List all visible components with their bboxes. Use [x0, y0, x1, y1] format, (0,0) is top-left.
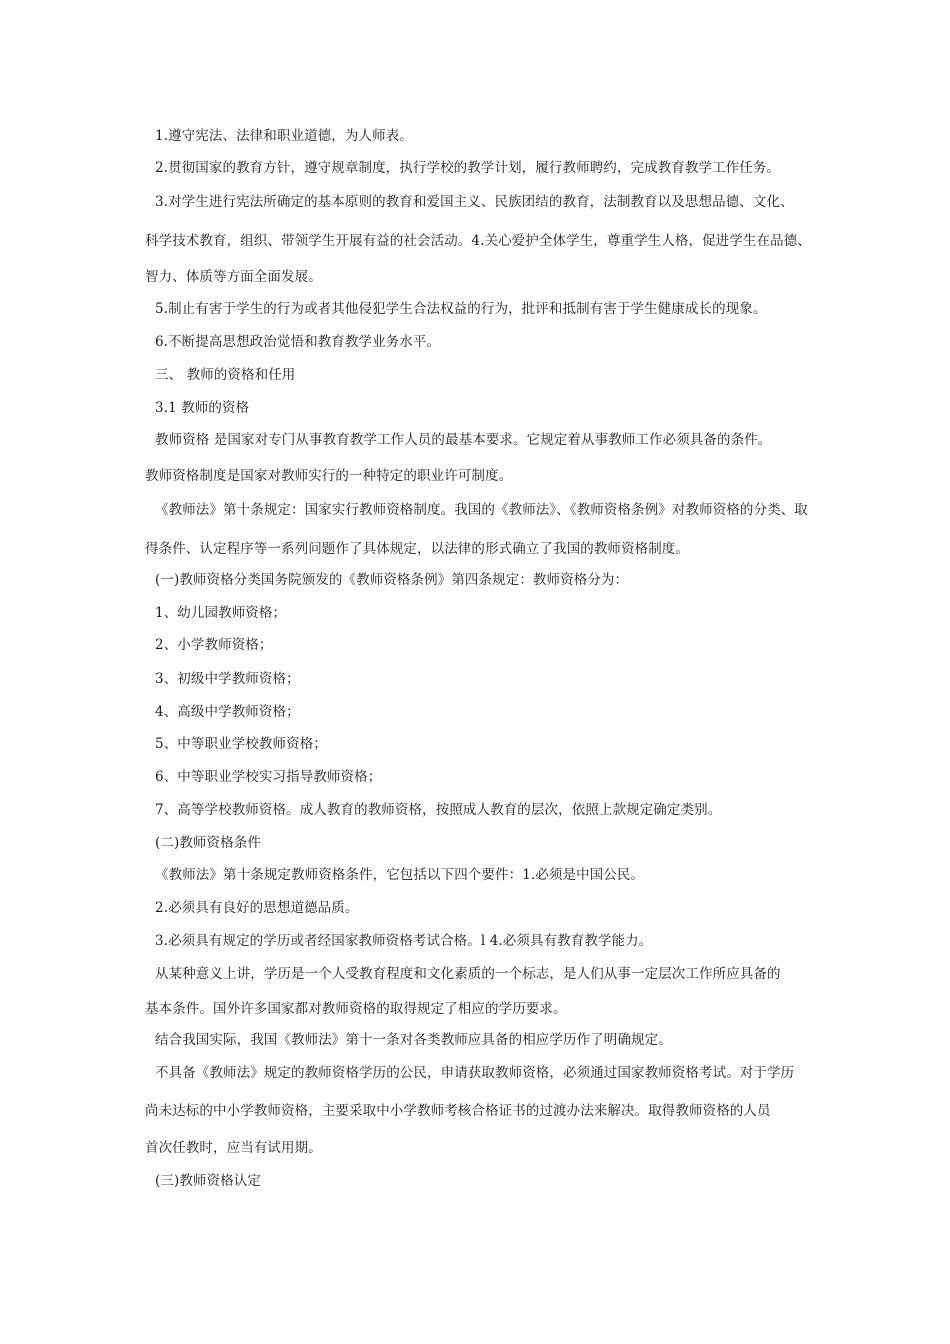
- paragraph-line: 5.制止有害于学生的行为或者其他侵犯学生合法权益的行为，批评和抵制有害于学生健康成长的现象。: [155, 301, 767, 317]
- paragraph-line: 6.不断提高思想政治觉悟和教育教学业务水平。: [155, 334, 441, 350]
- paragraph-line: 科学技术教育，组织、带领学生开展有益的社会活动。4.关心爱护全体学生，尊重学生人格，促进学生在品德、: [145, 233, 811, 249]
- list-item: 2、小学教师资格；: [155, 637, 273, 653]
- paragraph-line: 2.必须具有良好的思想道德品质。: [155, 900, 359, 916]
- list-item: 7、高等学校教师资格。成人教育的教师资格，按照成人教育的层次，依照上款规定确定类别。: [155, 802, 722, 818]
- paragraph-line: 2.贯彻国家的教育方针，遵守规章制度，执行学校的教学计划，履行教师聘约，完成教育教学工作任务。: [155, 160, 781, 176]
- paragraph-line: 智力、体质等方面全面发展。: [145, 269, 322, 285]
- list-item: 4、高级中学教师资格；: [155, 704, 300, 720]
- paragraph-line: (一)教师资格分类国务院颁发的《教师资格条例》第四条规定：教师资格分为：: [155, 572, 629, 588]
- subsection-heading: (二)教师资格条件: [155, 835, 261, 851]
- list-item: 1、幼儿园教师资格；: [155, 605, 287, 621]
- list-item: 6、中等职业学校实习指导教师资格；: [155, 769, 382, 785]
- paragraph-line: 教师资格 是国家对专门从事教育教学工作人员的最基本要求。它规定着从事教师工作必须具备的条件。: [155, 432, 772, 448]
- list-item: 3、初级中学教师资格；: [155, 671, 300, 687]
- paragraph-line: 《教师法》第十条规定教师资格条件，它包括以下四个要件：1.必须是中国公民。: [155, 867, 645, 883]
- list-item: 5、中等职业学校教师资格；: [155, 736, 327, 752]
- section-heading: 三、 教师的资格和任用: [155, 367, 296, 383]
- paragraph-line: 不具备《教师法》规定的教师资格学历的公民，申请获取教师资格，必须通过国家教师资格考试。对于学历: [155, 1065, 795, 1081]
- subsection-heading: (三)教师资格认定: [155, 1173, 261, 1189]
- paragraph-line: 从某种意义上讲，学历是一个人受教育程度和文化素质的一个标志，是人们从事一定层次工作所应具备的: [155, 966, 781, 982]
- paragraph-line: 3.必须具有规定的学历或者经国家教师资格考试合格。l 4.必须具有教育教学能力。: [155, 933, 653, 949]
- paragraph-line: 尚未达标的中小学教师资格，主要采取中小学教师考核合格证书的过渡办法来解决。取得教师资格的人员: [145, 1103, 771, 1119]
- paragraph-line: 1.遵守宪法、法律和职业道德，为人师表。: [155, 128, 413, 144]
- paragraph-line: 《教师法》第十条规定：国家实行教师资格制度。我国的《教师法》、《教师资格条例》对教师资格的分类、取: [155, 502, 808, 518]
- paragraph-line: 3.对学生进行宪法所确定的基本原则的教育和爱国主义、民族团结的教育，法制教育以及思想品德、文化、: [155, 194, 794, 210]
- paragraph-line: 教师资格制度是国家对教师实行的一种特定的职业许可制度。: [145, 468, 513, 484]
- paragraph-line: 首次任教时，应当有试用期。: [145, 1140, 322, 1156]
- paragraph-line: 基本条件。国外许多国家都对教师资格的取得规定了相应的学历要求。: [145, 1001, 567, 1017]
- paragraph-line: 得条件、认定程序等一系列问题作了具体规定，以法律的形式确立了我国的教师资格制度。: [145, 541, 689, 557]
- paragraph-line: 结合我国实际，我国《教师法》第十一条对各类教师应具备的相应学历作了明确规定。: [155, 1032, 672, 1048]
- subsection-heading: 3.1 教师的资格: [155, 400, 250, 416]
